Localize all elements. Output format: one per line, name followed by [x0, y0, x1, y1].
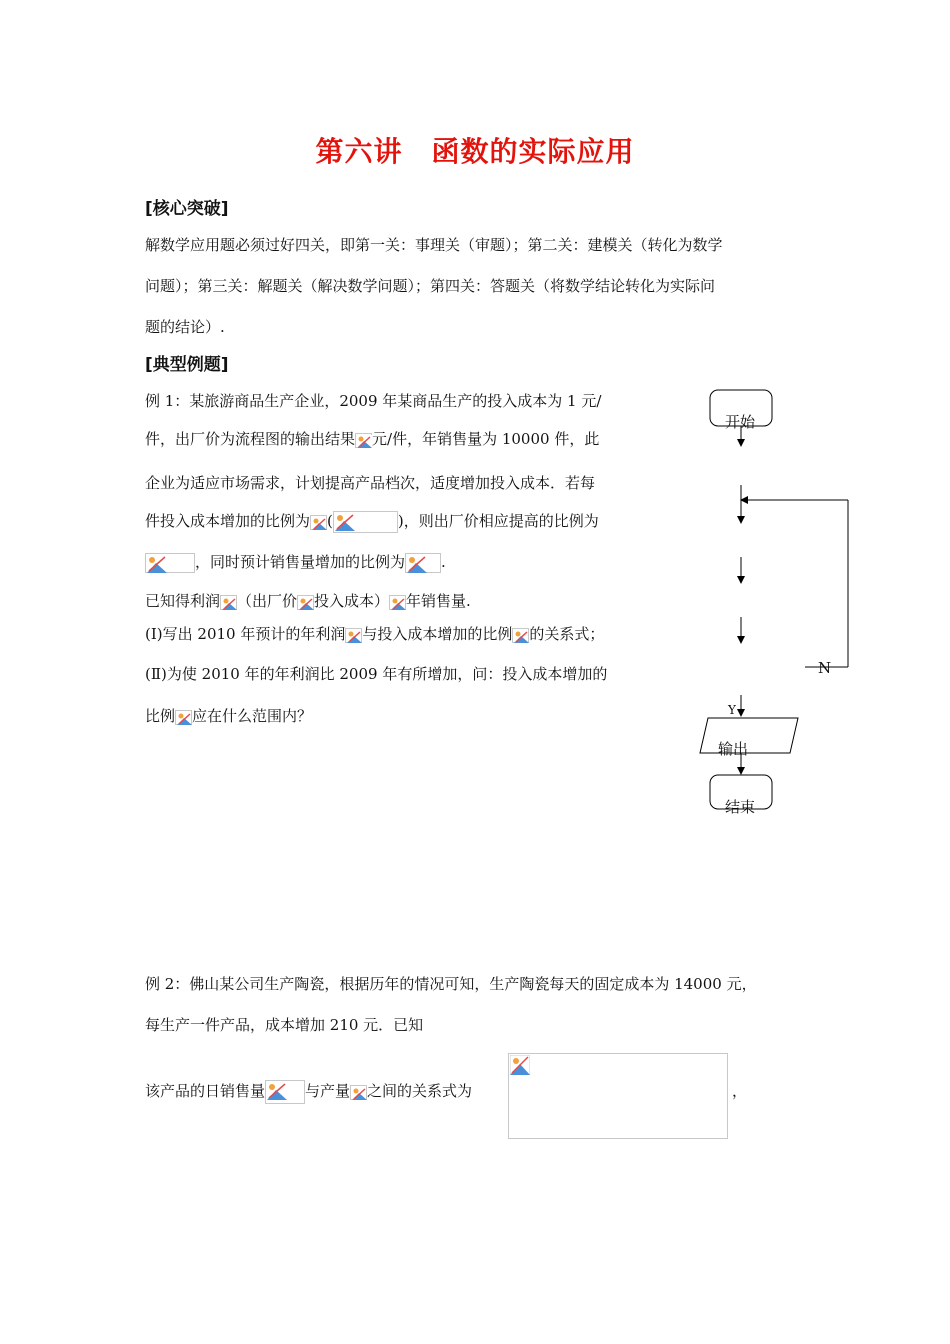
image-placeholder-icon [175, 710, 192, 725]
image-placeholder-icon [355, 433, 372, 448]
ex1-line-6: 已知得利润 （出厂价 投入成本） 年销售量. [145, 592, 471, 610]
ex1-line-8: (Ⅱ)为使 2010 年的年利润比 2009 年有所增加，问：投入成本增加的 [145, 665, 608, 683]
image-placeholder-icon [265, 1080, 305, 1104]
image-placeholder-icon [297, 595, 314, 610]
flowchart [680, 385, 860, 825]
ex1-line-2: 件，出厂价为流程图的输出结果 元/件，年销售量为 10000 件，此 [145, 430, 600, 448]
section-heading-core: [核心突破] [145, 199, 229, 219]
flowchart-yes-label: Y [728, 703, 736, 717]
image-placeholder-icon [345, 628, 362, 643]
page-title: 第六讲 函数的实际应用 [315, 135, 635, 168]
ex1-line-5: ，同时预计销售量增加的比例为 . [145, 551, 446, 573]
ex1-line-9: 比例 应在什么范围内？ [145, 707, 313, 725]
flowchart-end-label: 结束 [725, 798, 756, 816]
ex1-line-4: 件投入成本增加的比例为 ( )，则出厂价相应提高的比例为 [145, 510, 599, 533]
image-placeholder-icon [512, 628, 529, 643]
ex1-line-7: (Ⅰ)写出 2010 年预计的年利润 与投入成本增加的比例 的关系式； [145, 625, 605, 643]
image-placeholder-icon [389, 595, 406, 610]
core-line-3: 题的结论）. [145, 318, 225, 336]
flowchart-no-label: N [818, 659, 832, 677]
section-heading-examples: [典型例题] [145, 355, 229, 375]
ex2-line-3: 该产品的日销售量 与产量 之间的关系式为 [145, 1080, 472, 1104]
flowchart-output-box [700, 718, 798, 753]
image-placeholder-icon [510, 1055, 530, 1075]
core-line-1: 解数学应用题必须过好四关，即第一关：事理关（审题）；第二关：建模关（转化为数学 [145, 236, 723, 254]
formula-image-placeholder [508, 1053, 728, 1139]
ex1-line-3: 企业为适应市场需求，计划提高产品档次，适度增加投入成本．若每 [145, 474, 596, 492]
image-placeholder-icon [220, 595, 237, 610]
flowchart-start-label: 开始 [725, 413, 756, 431]
ex2-comma: ， [732, 1082, 748, 1100]
image-placeholder-icon [310, 515, 327, 530]
flowchart-output-label: 输出 [718, 740, 749, 758]
ex2-line-1: 例 2：佛山某公司生产陶瓷，根据历年的情况可知，生产陶瓷每天的固定成本为 14000 元， [145, 975, 757, 993]
ex2-line-2: 每生产一件产品，成本增加 210 元．已知 [145, 1016, 424, 1034]
image-placeholder-icon [405, 553, 441, 573]
core-line-2: 问题）；第三关：解题关（解决数学问题）；第四关：答题关（将数学结论转化为实际问 [145, 277, 716, 295]
image-placeholder-icon [145, 553, 195, 573]
image-placeholder-icon [333, 511, 398, 533]
image-placeholder-icon [350, 1085, 367, 1100]
ex1-line-1: 例 1：某旅游商品生产企业，2009 年某商品生产的投入成本为 1 元/ [145, 392, 602, 410]
